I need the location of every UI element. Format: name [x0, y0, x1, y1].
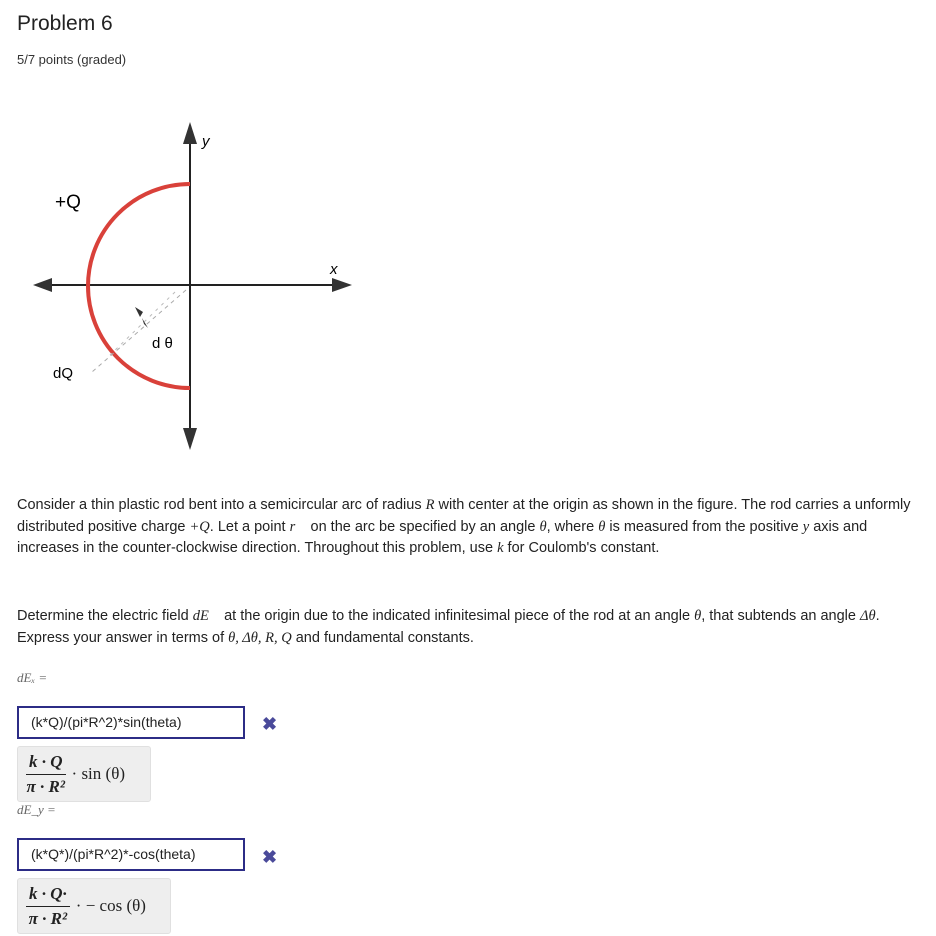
- x-axis-left-arrow: [33, 278, 52, 292]
- dey-label: dE_y =: [17, 802, 56, 817]
- dtheta-label: d θ: [152, 335, 173, 352]
- y-axis-up-arrow: [183, 122, 197, 144]
- y-label: y: [202, 133, 210, 150]
- y-axis-down-arrow: [183, 428, 197, 450]
- dey-input[interactable]: (k*Q*)/(pi*R^2)*-cos(theta): [17, 838, 245, 871]
- dex-input[interactable]: (k*Q)/(pi*R^2)*sin(theta): [17, 706, 245, 739]
- incorrect-icon: ✖: [262, 714, 278, 734]
- problem-title: Problem 6: [17, 12, 113, 35]
- x-label: x: [330, 261, 338, 278]
- incorrect-icon: ✖: [262, 847, 278, 867]
- semicircle-figure: [0, 110, 400, 470]
- question-text: Determine the electric field dE⃗ at the origin due to the indicated infinitesimal piece of the rod at an angle θ, that subtends an angle Δθ. Express your answer in terms of θ, Δθ, R, Q and fundamental constants.: [17, 608, 880, 646]
- dex-label: dEₓ =: [17, 670, 48, 685]
- points-status: 5/7 points (graded): [17, 52, 127, 67]
- x-axis-right-arrow: [332, 278, 352, 292]
- dey-preview: $\frac{k \cdot Q\cdot}{\text{π · R²}}$ · − cos (θ): [17, 878, 171, 934]
- dq-label: dQ: [53, 365, 74, 382]
- dtheta-arrow-2: [142, 318, 148, 328]
- problem-description: Consider a thin plastic rod bent into a semicircular arc of radius R with center at the origin as shown in the figure. The rod carries a unformly distributed positive charge +Q. Let a point r⃗ on the arc be specified by an angle θ, where θ is measured from the positive y axis and increases in the counter-clockwise direction. Throughout this problem, use k for Coulomb's constant.: [17, 497, 911, 556]
- charge-label: +Q: [55, 192, 81, 213]
- dq-ray: [92, 290, 186, 372]
- dtheta-arrow-1: [135, 307, 143, 317]
- dex-preview: $\frac{k \cdot Q}{\text{π · R²}}$ · sin (θ): [17, 746, 151, 802]
